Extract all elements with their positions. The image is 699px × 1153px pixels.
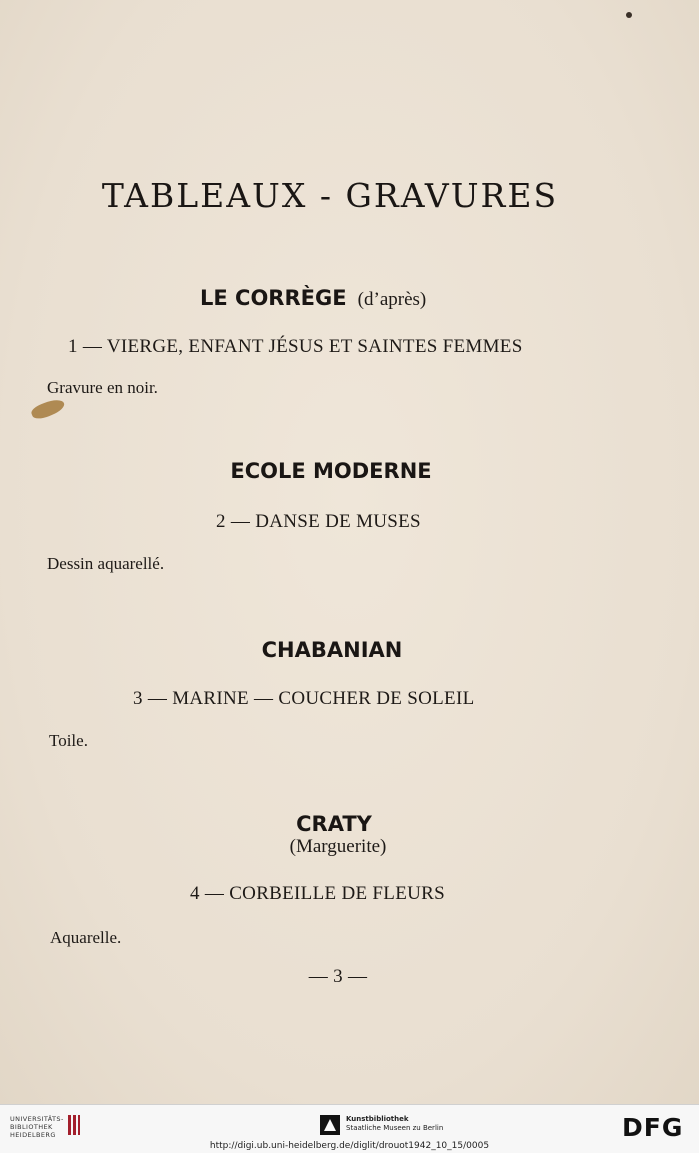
viewer-footer [0, 1104, 699, 1153]
artist-note: (d’après) [357, 289, 427, 310]
university-line-2: BIBLIOTHEK [10, 1123, 53, 1131]
lot-title-2: 2 — DANSE DE MUSES [216, 511, 421, 532]
university-library-label [10, 1115, 64, 1139]
lot-title-1: 1 — VIERGE, ENFANT JÉSUS ET SAINTES FEMMES [68, 336, 523, 357]
dfg-logo: DFG [622, 1113, 684, 1142]
library-name: Kunstbibliothek [346, 1115, 409, 1123]
kunstbibliothek-logo-icon [320, 1115, 340, 1135]
lot-title-3: 3 — MARINE — COUCHER DE SOLEIL [133, 688, 475, 709]
lot-description-1: Gravure en noir. [47, 378, 158, 397]
university-seal-icon [66, 1113, 82, 1137]
artist-heading-correge [200, 286, 426, 311]
artist-name: LE CORRÈGE [200, 286, 347, 310]
artist-heading-craty: CRATY [296, 812, 372, 836]
artist-heading-ecole-moderne: ECOLE MODERNE [230, 459, 432, 483]
library-subtitle: Staatliche Museen zu Berlin [346, 1124, 444, 1132]
artist-heading-chabanian: CHABANIAN [261, 638, 403, 662]
page-title: TABLEAUX - GRAVURES [101, 176, 559, 215]
permalink-url[interactable]: http://digi.ub.uni-heidelberg.de/diglit/drouot1942_10_15/0005 [209, 1141, 490, 1151]
ink-dot [626, 12, 632, 18]
paper-stain [30, 396, 67, 422]
artist-note-craty: (Marguerite) [289, 836, 387, 857]
kunstbibliothek-label [346, 1115, 443, 1133]
page-number: — 3 — [308, 966, 368, 987]
lot-description-2: Dessin aquarellé. [47, 554, 165, 573]
lot-description-3: Toile. [49, 731, 88, 750]
university-line-3: HEIDELBERG [10, 1131, 56, 1139]
university-line-1: UNIVERSITÄTS- [10, 1115, 64, 1123]
lot-description-4: Aquarelle. [50, 928, 122, 947]
lot-title-4: 4 — CORBEILLE DE FLEURS [190, 883, 445, 904]
